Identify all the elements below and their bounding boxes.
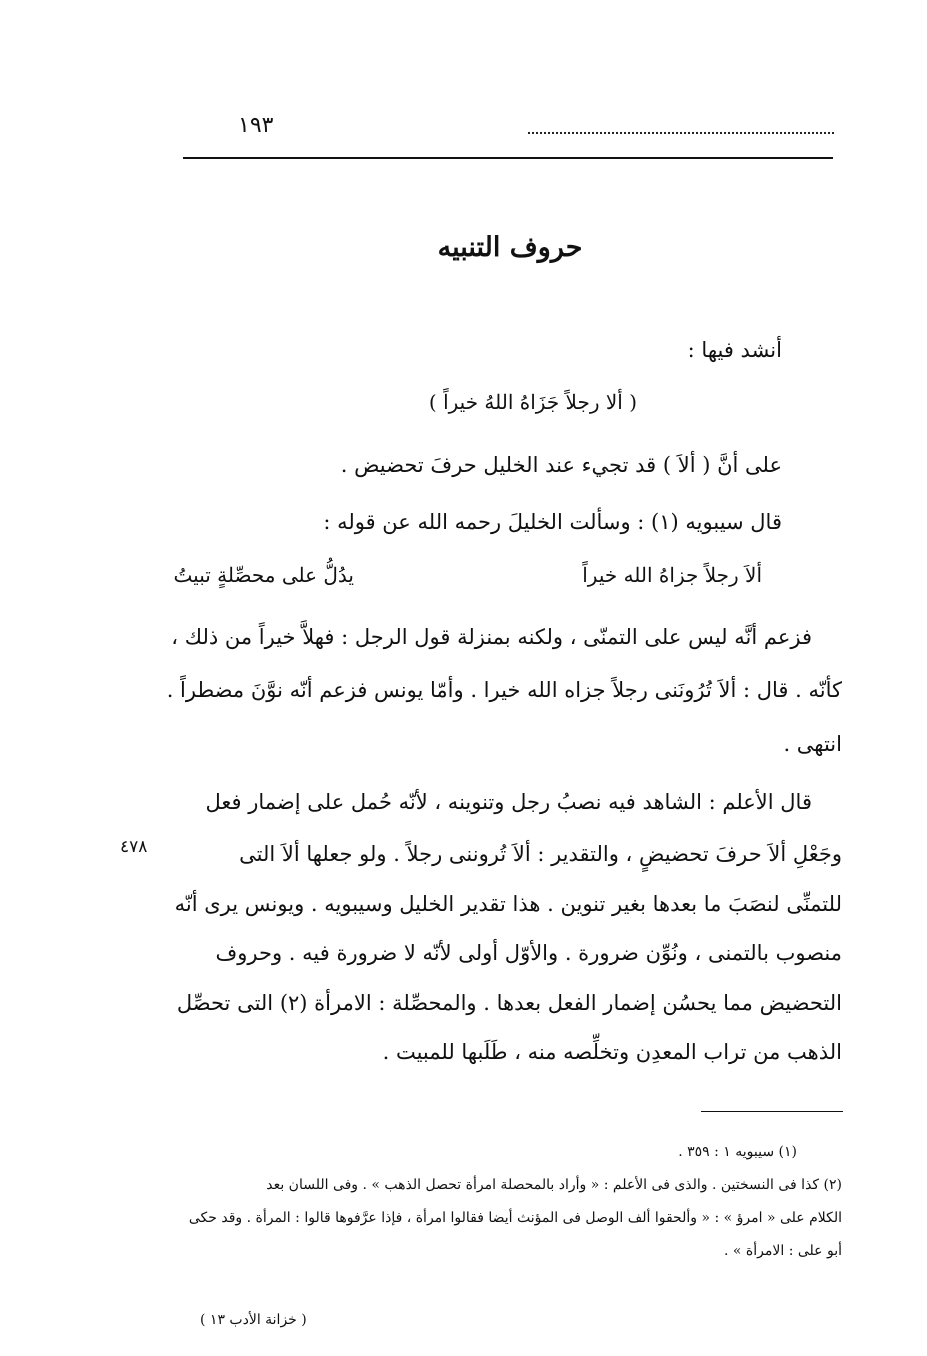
paragraph-line: التحضيض مما يحسُن إضمار الفعل بعدها . والمحصِّلة : الامرأة (٢) التى تحصِّل: [176, 991, 842, 1015]
footnote-1: (١) سيبويه ١ : ٣٥٩ .: [678, 1144, 797, 1160]
section-title: حروف التنبيه: [437, 232, 583, 263]
header-rule: [183, 157, 833, 159]
paragraph-line: منصوب بالتمنى ، ونُوِّن ضرورة . والأوّل أولى لأنّه لا ضرورة فيه . وحروف: [215, 941, 842, 965]
margin-number: ٤٧٨: [120, 837, 148, 857]
quoted-half-verse: ( ألا رجلاً جَزَاهُ اللهُ خيراً ): [428, 390, 637, 414]
footnote-2-line: (٢) كذا فى النسختين . والذى فى الأعلم : « وأراد بالمحصلة امرأة تحصل الذهب » . وفى اللسان بعد: [266, 1177, 842, 1193]
paragraph-line: قال الأعلم : الشاهد فيه نصبُ رجل وتنوينه ، لأنّه حُمل على إضمار فعل: [205, 790, 812, 814]
body-line: على أنَّ ( ألاَ ) قد تجيء عند الخليل حرفَ تحضيض .: [340, 453, 782, 477]
paragraph-line: فزعم أنَّه ليس على التمنّى ، ولكنه بمنزلة قول الرجل : فهلاَّ خيراً من ذلك ،: [171, 625, 812, 649]
paragraph-line: للتمنِّى لنصَبَ ما بعدها بغير تنوين . هذا تقدير الخليل وسيبويه . ويونس يرى أنّه: [174, 892, 842, 916]
paragraph-line: الذهب من تراب المعدِن وتخلِّصه منه ، طَلَبها للمبيت .: [382, 1040, 842, 1064]
verse-second-hemistich: يدُلُّ على محصِّلةٍ تبيتُ: [173, 563, 354, 587]
header-dotted-line: [528, 132, 834, 134]
intro-line: أنشد فيها :: [687, 338, 782, 362]
paragraph-line: وجَعْلِ ألاَ حرفَ تحضيضٍ ، والتقدير : ألاَ تُروننى رجلاً . ولو جعلها ألاَ التى: [239, 842, 842, 866]
page-number: ١٩٣: [238, 113, 274, 138]
footnote-2-line: الكلام على « امرؤ » : « وألحقوا ألف الوصل فى المؤنث أيضا فقالوا امرأة ، فإذا عرَّفوها قالوا : المرأة . وقد حكى: [188, 1210, 842, 1226]
footnote-2-line: أبو على : الامرأة » .: [724, 1243, 842, 1259]
book-reference: ( خزانة الأدب ١٣ ): [200, 1312, 307, 1328]
paragraph-line: انتهى .: [783, 732, 842, 756]
verse-first-hemistich: ألاَ رجلاً جزاهُ الله خيراً: [582, 563, 762, 587]
body-line: قال سيبويه (١) : وسألت الخليلَ رحمه الله عن قوله :: [323, 510, 782, 534]
footnote-rule: [701, 1111, 843, 1112]
paragraph-line: كأنّه . قال : ألاَ تُرُونَنى رجلاً جزاه الله خيرا . وأمّا يونس فزعم أنّه نوَّنَ مضطراً .: [166, 678, 842, 702]
